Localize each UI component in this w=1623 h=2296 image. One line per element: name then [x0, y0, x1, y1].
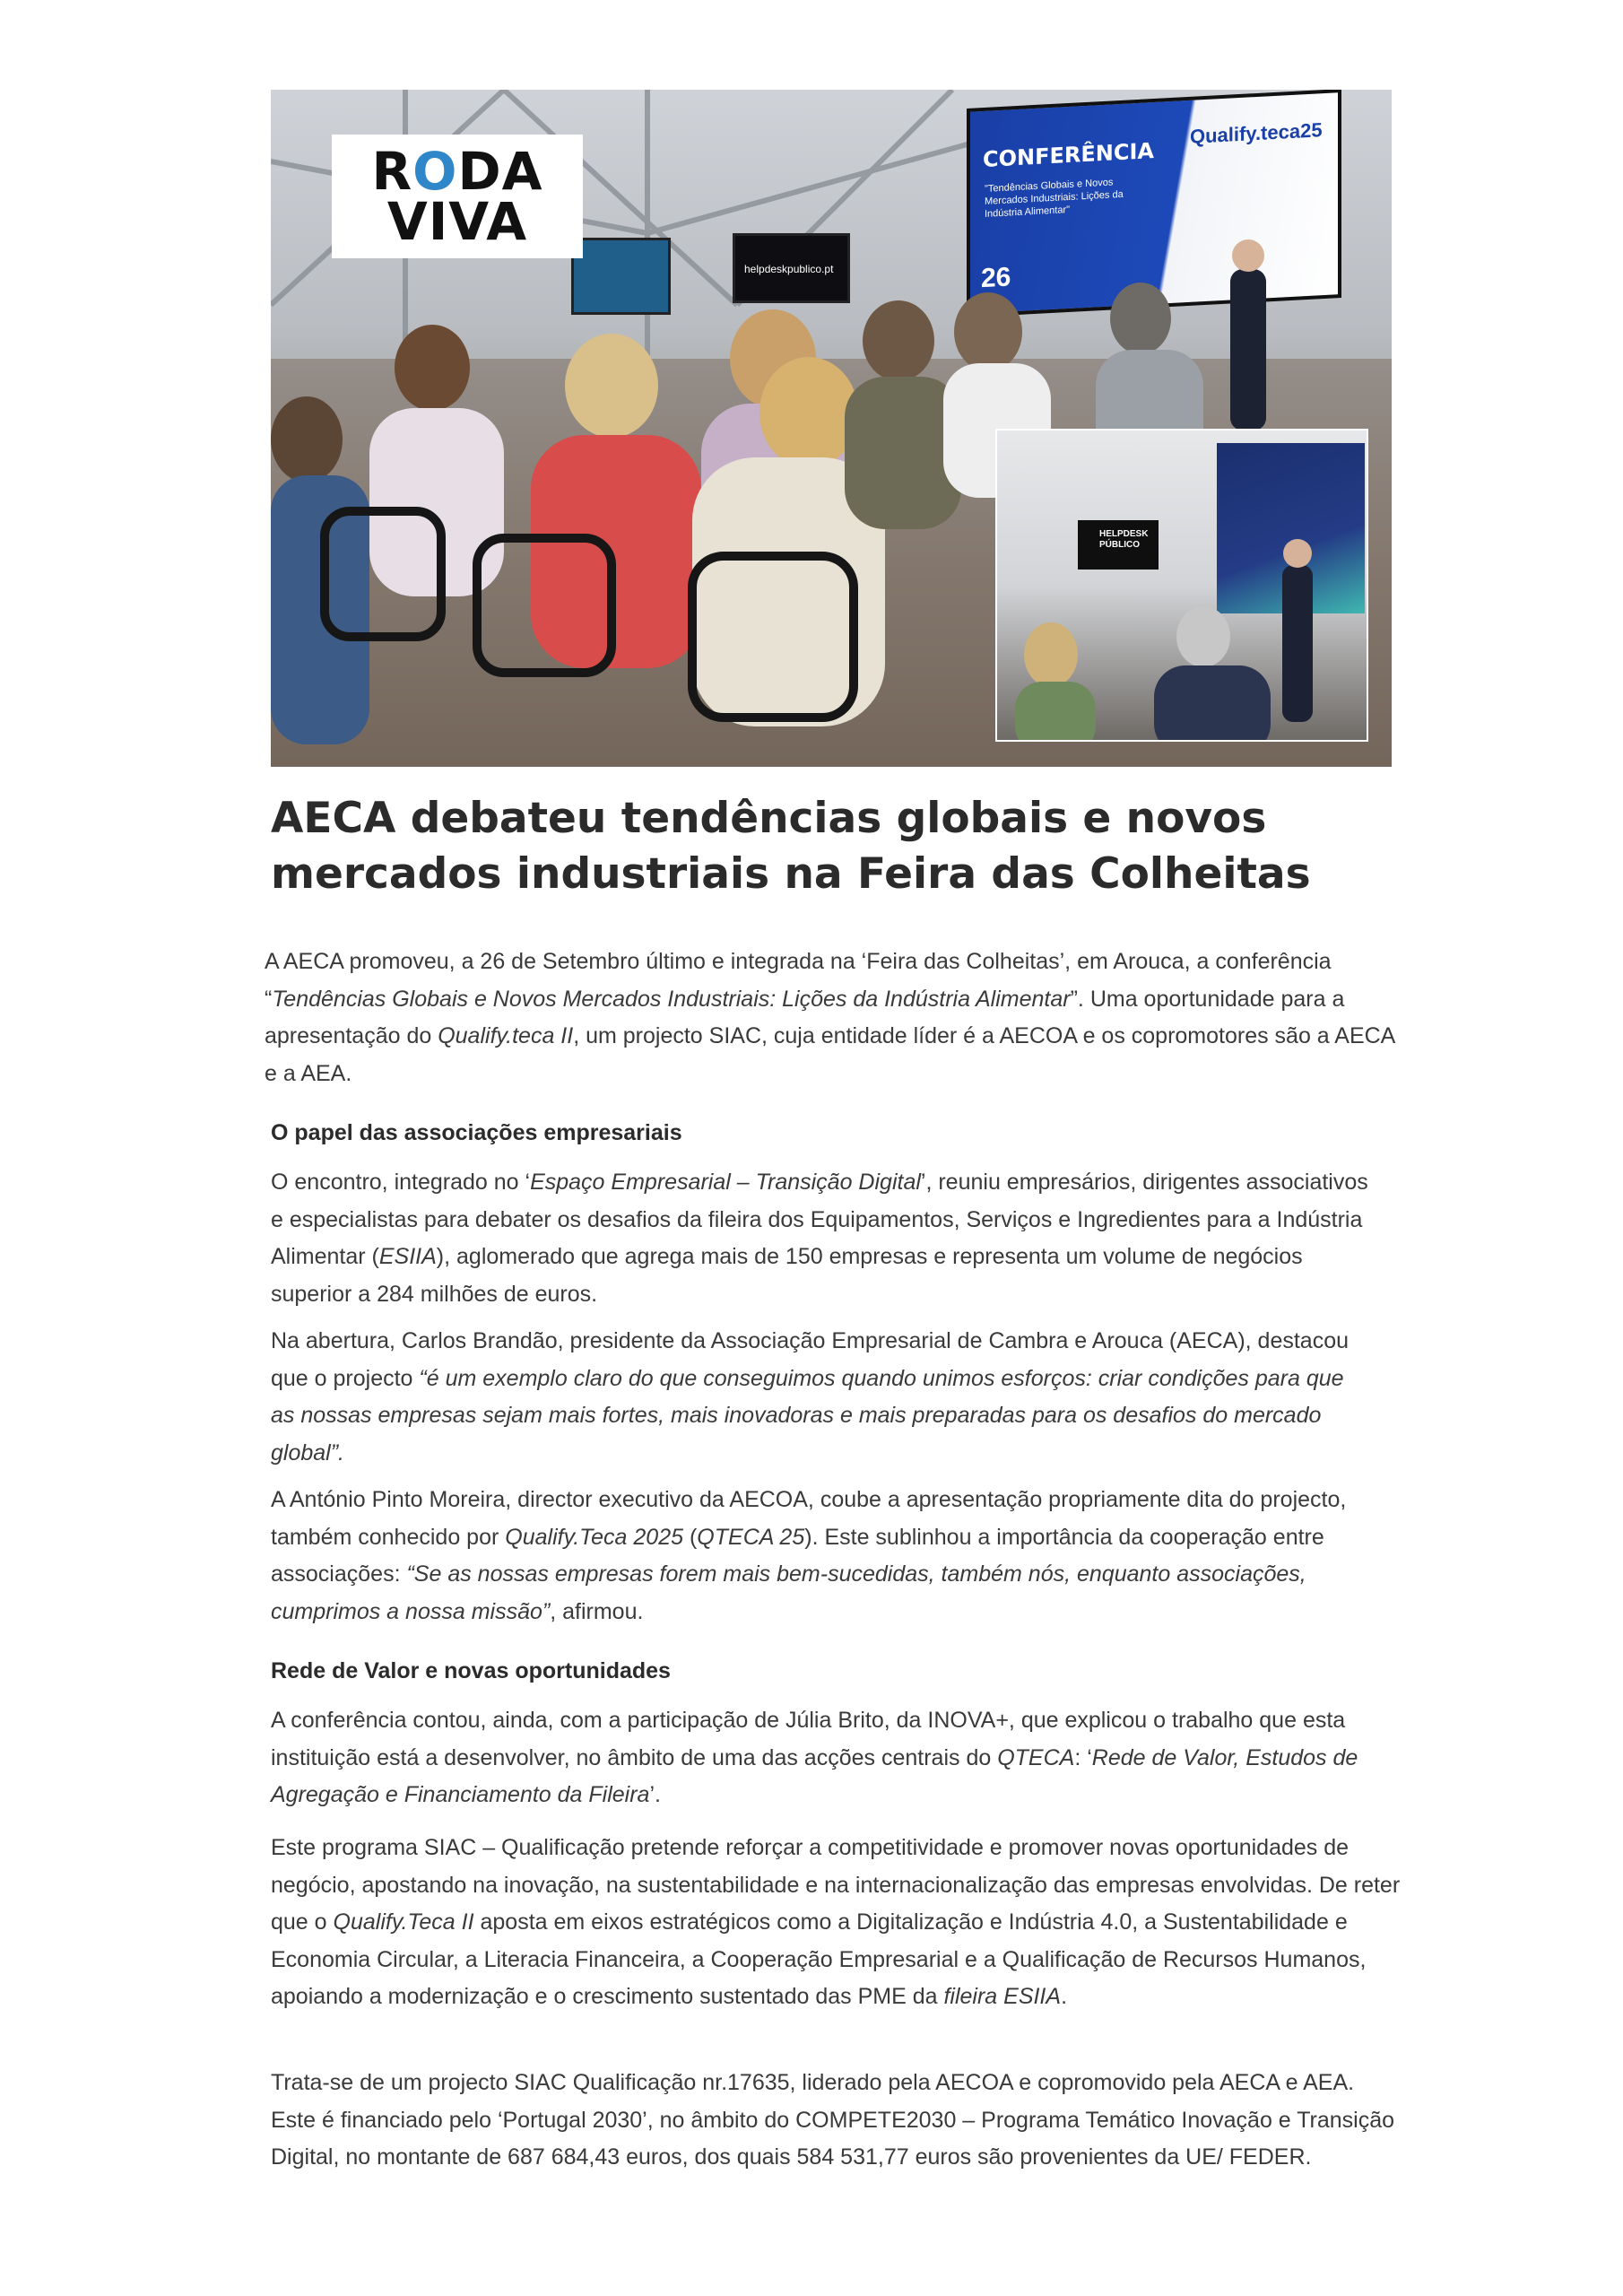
paragraph-meeting: O encontro, integrado no ‘Espaço Empresarial – Transição Digital’, reuniu empresários, dirigentes associativos e especialistas para debater os desafios da fileira dos Equipamentos, Serviços e Ingredientes para a Indústria Alimentar (ESIIA), aglomerado que agrega mais de 150 empresas e representa um volume de negócios superior a 284 milhões de euros.	[271, 1170, 1368, 1307]
emphasis-text: Rede de Valor, Estudos de Agregação e Financiamento da Fileira	[271, 1744, 1358, 1807]
emphasis-text: Qualify.teca II	[438, 1023, 574, 1048]
paragraph-program: Este programa SIAC – Qualificação pretende reforçar a competitividade e promover novas oportunidades de negócio, apostando na inovação, na sustentabilidade e na internacionalização das empresas envolvidas. De reter que o Qualify.Teca II aposta em eixos estratégicos como a Digitalização e Indústria 4.0, a Sustentabilidade e Economia Circular, a Literacia Financeira, a Cooperação Empresarial e a Qualificação de Recursos Humanos, apoiando a modernização e o crescimento sustentado das PME da fileira ESIIA.	[271, 1835, 1401, 2009]
emphasis-text: Espaço Empresarial – Transição Digital	[530, 1170, 921, 1195]
inset-photo	[995, 429, 1368, 742]
roda-viva-logo-line1: RODA	[371, 141, 543, 202]
emphasis-text: ESIIA	[378, 1244, 437, 1269]
roda-viva-logo-line2: VIVA	[386, 191, 528, 252]
emphasis-text: Qualify.Teca II	[333, 1909, 474, 1935]
article-photo	[271, 90, 1392, 767]
section-title-value-network: Rede de Valor e novas oportunidades	[271, 1658, 671, 1683]
paragraph-presentation: A António Pinto Moreira, director executivo da AECOA, coube a apresentação propriamente dita do projecto, também conhecido por Qualify.Teca 2025 (QTECA 25). Este sublinhou a importância da cooperação entre associações: “Se as nossas empresas forem mais bem-sucedidas, também nós, enquanto associações, cumprimos a nossa missão”, afirmou.	[271, 1487, 1347, 1624]
section-title-associations: O papel das associações empresariais	[271, 1120, 682, 1145]
helpdesk-monitor-label: helpdeskpublico.pt	[744, 263, 834, 275]
emphasis-text: Qualify.Teca 2025	[505, 1524, 684, 1550]
article-headline: AECA debateu tendências globais e novos mercados industriais na Feira das Colheitas	[271, 794, 1311, 899]
conference-screen-date: 26	[981, 262, 1011, 294]
paragraph-conference: A conferência contou, ainda, com a participação de Júlia Brito, da INOVA+, que explicou o trabalho que esta instituição está a desenvolver, no âmbito de uma das acções centrais do QTECA: ‘Rede de Valor, Estudos de Agregação e Financiamento da Fileira’.	[271, 1708, 1358, 1807]
conference-screen-title: CONFERÊNCIA	[983, 138, 1154, 173]
roda-viva-logo	[332, 135, 583, 258]
qualify-teca-brand: Qualify.teca25	[1190, 118, 1323, 148]
emphasis-text: “é um exemplo claro do que conseguimos quando unimos esforços: criar condições para que as nossas empresas sejam mais fortes, mais inovadoras e mais preparadas para os desafios do mercado global”.	[271, 1365, 1344, 1465]
intro-paragraph: A AECA promoveu, a 26 de Setembro último e integrada na ‘Feira das Colheitas’, em Arouca, a conferência “Tendências Globais e Novos Mercados Industriais: Lições da Indústria Alimentar”. Uma oportunidade para a apresentação do Qualify.teca II, um projecto SIAC, cuja entidade líder é a AECOA e os copromotores são a AECA e a AEA.	[265, 949, 1394, 1086]
emphasis-text: fileira ESIIA	[943, 1984, 1062, 2009]
inset-helpdesk-label: HELPDESK PÚBLICO	[1099, 529, 1149, 550]
emphasis-text: Tendências Globais e Novos Mercados Industriais: Lições da Indústria Alimentar	[272, 986, 1071, 1012]
conference-screen-subtitle: "Tendências Globais e Novos Mercados Industriais: Lições da Indústria Alimentar"	[985, 177, 1124, 220]
emphasis-text: QTECA	[997, 1744, 1075, 1770]
emphasis-text: “Se as nossas empresas forem mais bem-sucedidas, também nós, enquanto associações, cumprimos a nossa missão”	[271, 1561, 1306, 1624]
inset-figures	[997, 430, 1367, 740]
paragraph-opening: Na abertura, Carlos Brandão, presidente da Associação Empresarial de Cambra e Arouca (AECA), destacou que o projecto “é um exemplo claro do que conseguimos quando unimos esforços: criar condições para que as nossas empresas sejam mais fortes, mais inovadoras e mais preparadas para os desafios do mercado global”.	[271, 1328, 1350, 1465]
emphasis-text: QTECA 25	[697, 1524, 805, 1550]
paragraph-financing: Trata-se de um projecto SIAC Qualificação nr.17635, liderado pela AECOA e copromovido pela AECA e AEA. Este é financiado pelo ‘Portugal 2030’, no âmbito do COMPETE2030 – Programa Temático Inovação e Transição Digital, no montante de 687 684,43 euros, dos quais 584 531,77 euros são provenientes da UE/ FEDER.	[271, 2070, 1395, 2170]
